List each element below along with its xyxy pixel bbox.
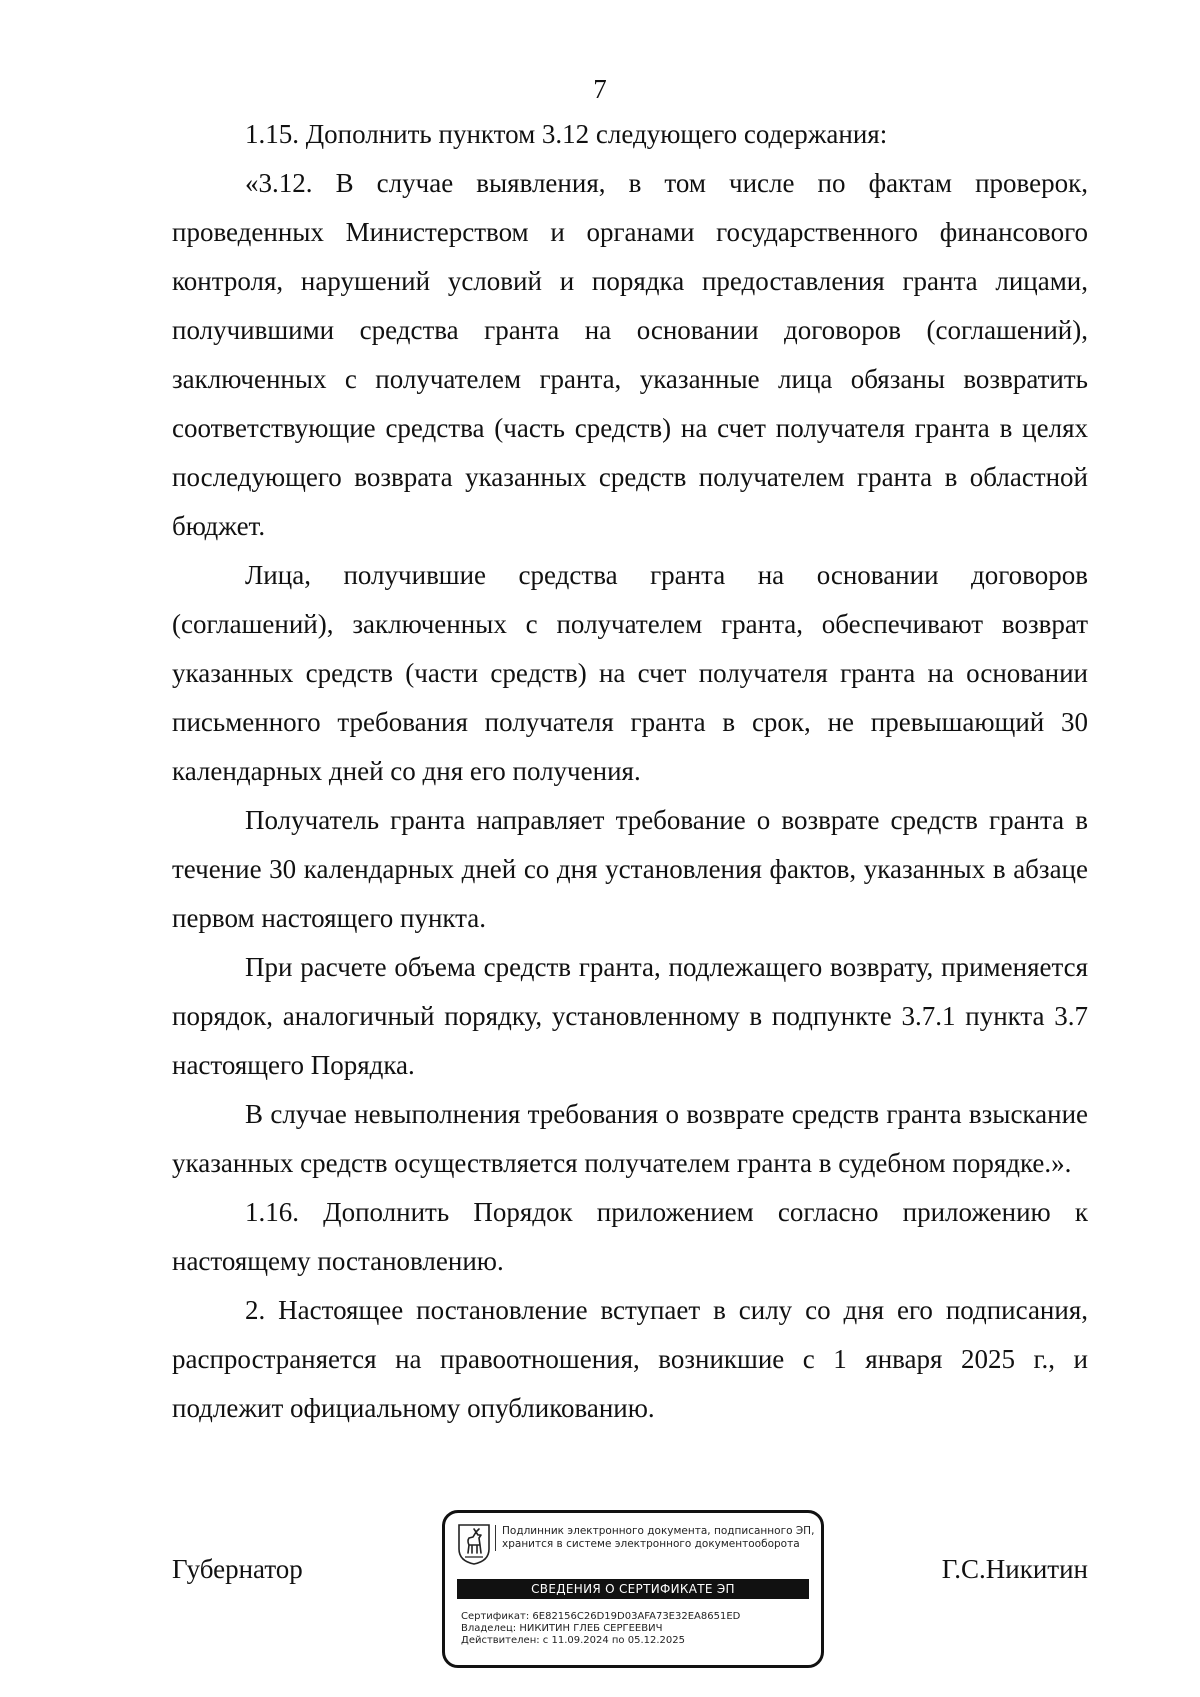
document-body — [172, 110, 1088, 1433]
paragraph-recipients-return: Лица, получившие средства гранта на основании договоров (соглашений), заключенных с получателем гранта, обеспечивают возврат указанных средств (части средств) на счет получателя гранта на основании письменного требования получателя гранта в срок, не превышающий 30 календарных дней со дня его получения. — [172, 560, 1088, 786]
signature-block — [172, 1510, 1088, 1680]
stamp-note — [495, 1525, 822, 1551]
certificate-validity: Действителен: с 11.09.2024 по 05.12.2025 — [461, 1635, 685, 1646]
paragraph-effective-date: 2. Настоящее постановление вступает в силу со дня его подписания, распространяется на правоотношения, возникшие с 1 января 2025 г., и подлежит официальному опубликованию. — [172, 1295, 1088, 1423]
page-number: 7 — [593, 74, 607, 104]
paragraph-1-16: 1.16. Дополнить Порядок приложением согласно приложению к настоящему постановлению. — [172, 1197, 1088, 1276]
paragraph-judicial-recovery: В случае невыполнения требования о возврате средств гранта взыскание указанных средств осуществляется получателем гранта в судебном порядке.». — [172, 1099, 1088, 1178]
stamp-certificate-details — [461, 1611, 740, 1647]
paragraph-calculation: При расчете объема средств гранта, подлежащего возврату, применяется порядок, аналогичный порядку, установленному в подпункте 3.7.1 пункта 3.7 настоящего Порядка. — [172, 952, 1088, 1080]
certificate-owner: Владелец: НИКИТИН ГЛЕБ СЕРГЕЕВИЧ — [461, 1623, 663, 1634]
stamp-header-bar: СВЕДЕНИЯ О СЕРТИФИКАТЕ ЭП — [457, 1579, 809, 1599]
stamp-note-line: Подлинник электронного документа, подписанного ЭП, — [502, 1525, 815, 1537]
electronic-signature-stamp — [442, 1510, 824, 1668]
paragraph-demand-term: Получатель гранта направляет требование о возврате средств гранта в течение 30 календарных дней со дня установления фактов, указанных в абзаце первом настоящего пункта. — [172, 805, 1088, 933]
certificate-number: Сертификат: 6E82156C26D19D03AFA73E32EA8651ED — [461, 1611, 741, 1622]
signatory-name: Г.С.Никитин — [941, 1554, 1088, 1584]
stamp-note-line: хранится в системе электронного документооборота — [502, 1538, 800, 1550]
paragraph-1-15: 1.15. Дополнить пунктом 3.12 следующего содержания: — [245, 119, 888, 149]
nizhny-novgorod-deer-emblem-icon — [457, 1523, 491, 1565]
paragraph-3-12: «3.12. В случае выявления, в том числе по фактам проверок, проведенных Министерством и органами государственного финансового контроля, нарушений условий и порядка предоставления гранта лицами, получившими средства гранта на основании договоров (соглашений), заключенных с получателем гранта, указанные лица обязаны возвратить соответствующие средства (часть средств) на счет получателя гранта в целях последующего возврата указанных средств получателем гранта в областной бюджет. — [172, 168, 1088, 541]
signatory-position: Губернатор — [172, 1554, 303, 1584]
